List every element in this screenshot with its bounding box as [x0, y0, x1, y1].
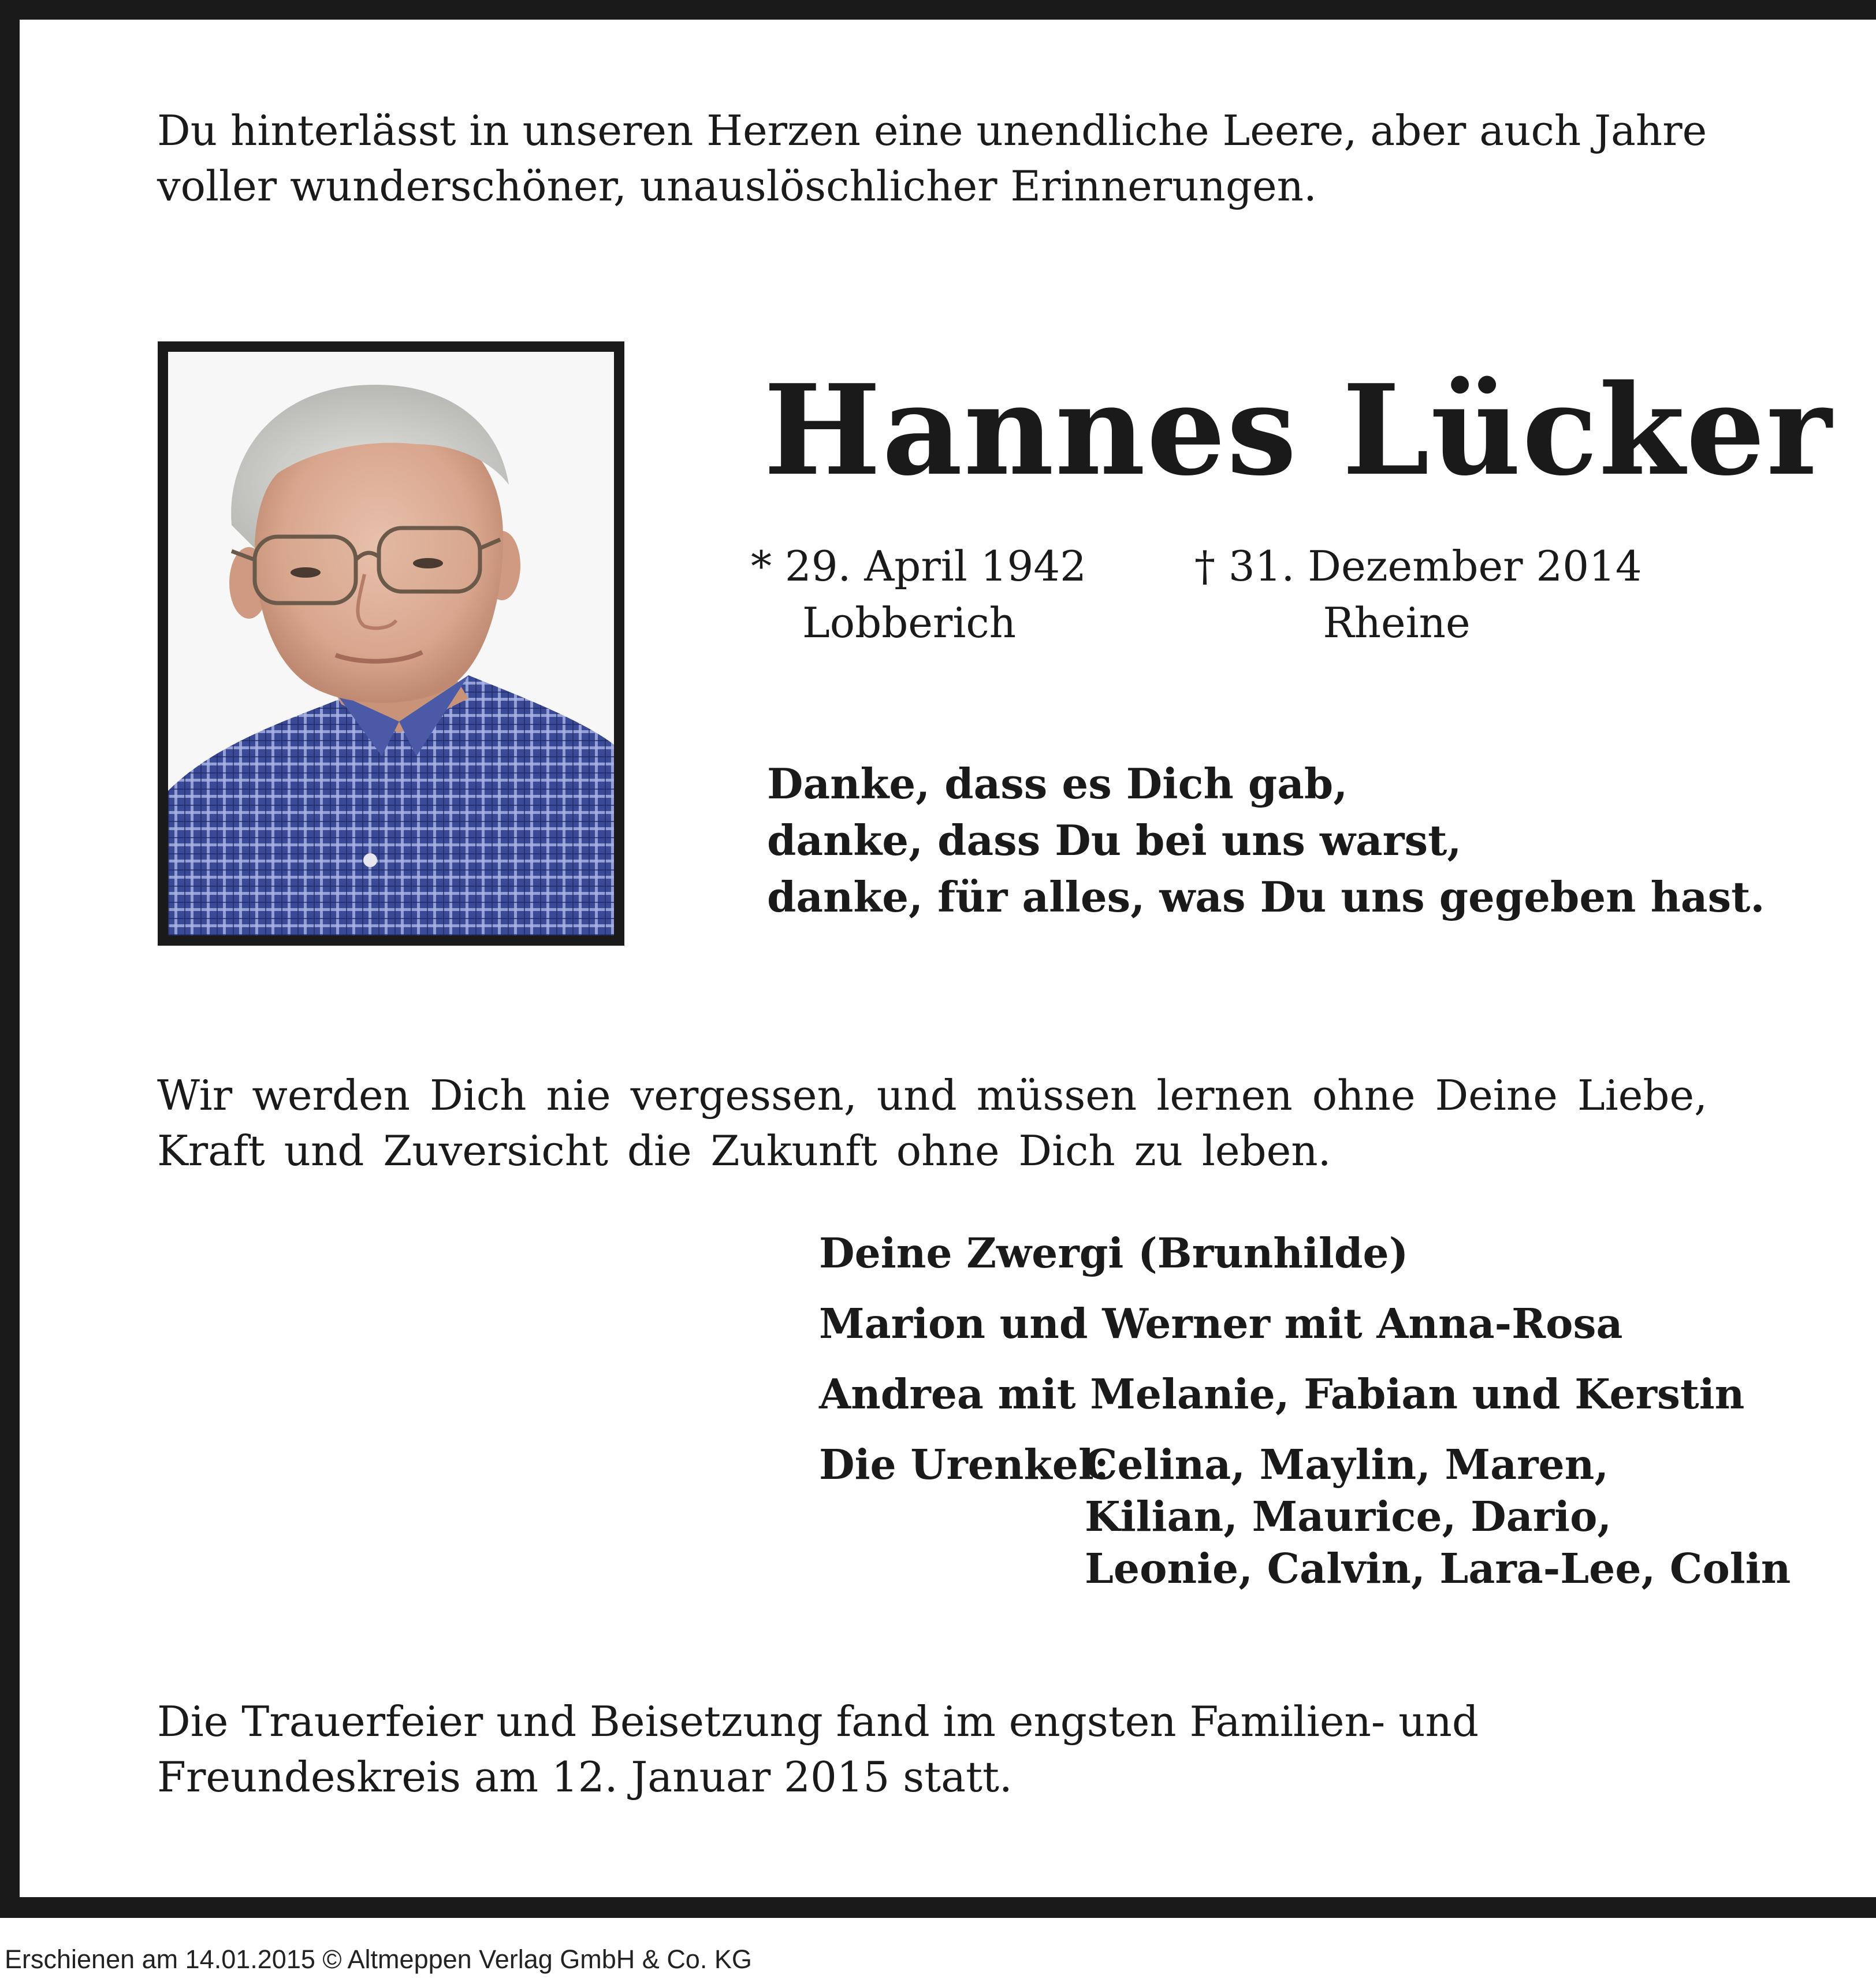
great-grandchildren-line: Celina, Maylin, Maren,: [1085, 1440, 1609, 1489]
death-place: Rheine: [1323, 598, 1471, 647]
birth-place: Lobberich: [802, 598, 1017, 647]
mourner-line: Andrea mit Melanie, Fabian und Kerstin: [819, 1370, 1745, 1418]
mourner-line: Deine Zwergi (Brunhilde): [819, 1229, 1409, 1277]
intro-text: Du hinterlässt in unseren Herzen eine unendliche Leere, aber auch Jahre voller wunderschöner, unauslöschlicher Erinnerungen.: [157, 106, 1707, 210]
portrait-icon: [168, 352, 614, 935]
poem-line: danke, dass Du bei uns warst,: [767, 816, 1462, 865]
birth-date: * 29. April 1942: [751, 542, 1086, 590]
death-date: † 31. Dezember 2014: [1194, 542, 1642, 590]
ceremony-text: Die Trauerfeier und Beisetzung fand im engsten Familien- und Freundeskreis am 12. Januar 2015 statt.: [157, 1697, 1479, 1801]
mourner-line: Marion und Werner mit Anna-Rosa: [819, 1299, 1623, 1348]
great-grandchildren-line: Kilian, Maurice, Dario,: [1085, 1492, 1612, 1541]
thanks-poem: [767, 756, 1765, 925]
publication-footer: Erschienen am 14.01.2015 © Altmeppen Verlag GmbH & Co. KG: [5, 1944, 752, 1974]
portrait-photo: [158, 341, 624, 946]
memory-text: Wir werden Dich nie vergessen, und müssen lernen ohne Deine Liebe, Kraft und Zuversicht die Zukunft ohne Dich zu leben.: [157, 1071, 1707, 1175]
great-grandchildren-label: Die Urenkel:: [819, 1440, 1110, 1489]
poem-line: danke, für alles, was Du uns gegeben hast.: [767, 872, 1765, 921]
deceased-name: Hannes Lücker: [764, 357, 1833, 503]
poem-line: Danke, dass es Dich gab,: [767, 759, 1348, 808]
great-grandchildren-line: Leonie, Calvin, Lara-Lee, Colin: [1085, 1544, 1791, 1593]
